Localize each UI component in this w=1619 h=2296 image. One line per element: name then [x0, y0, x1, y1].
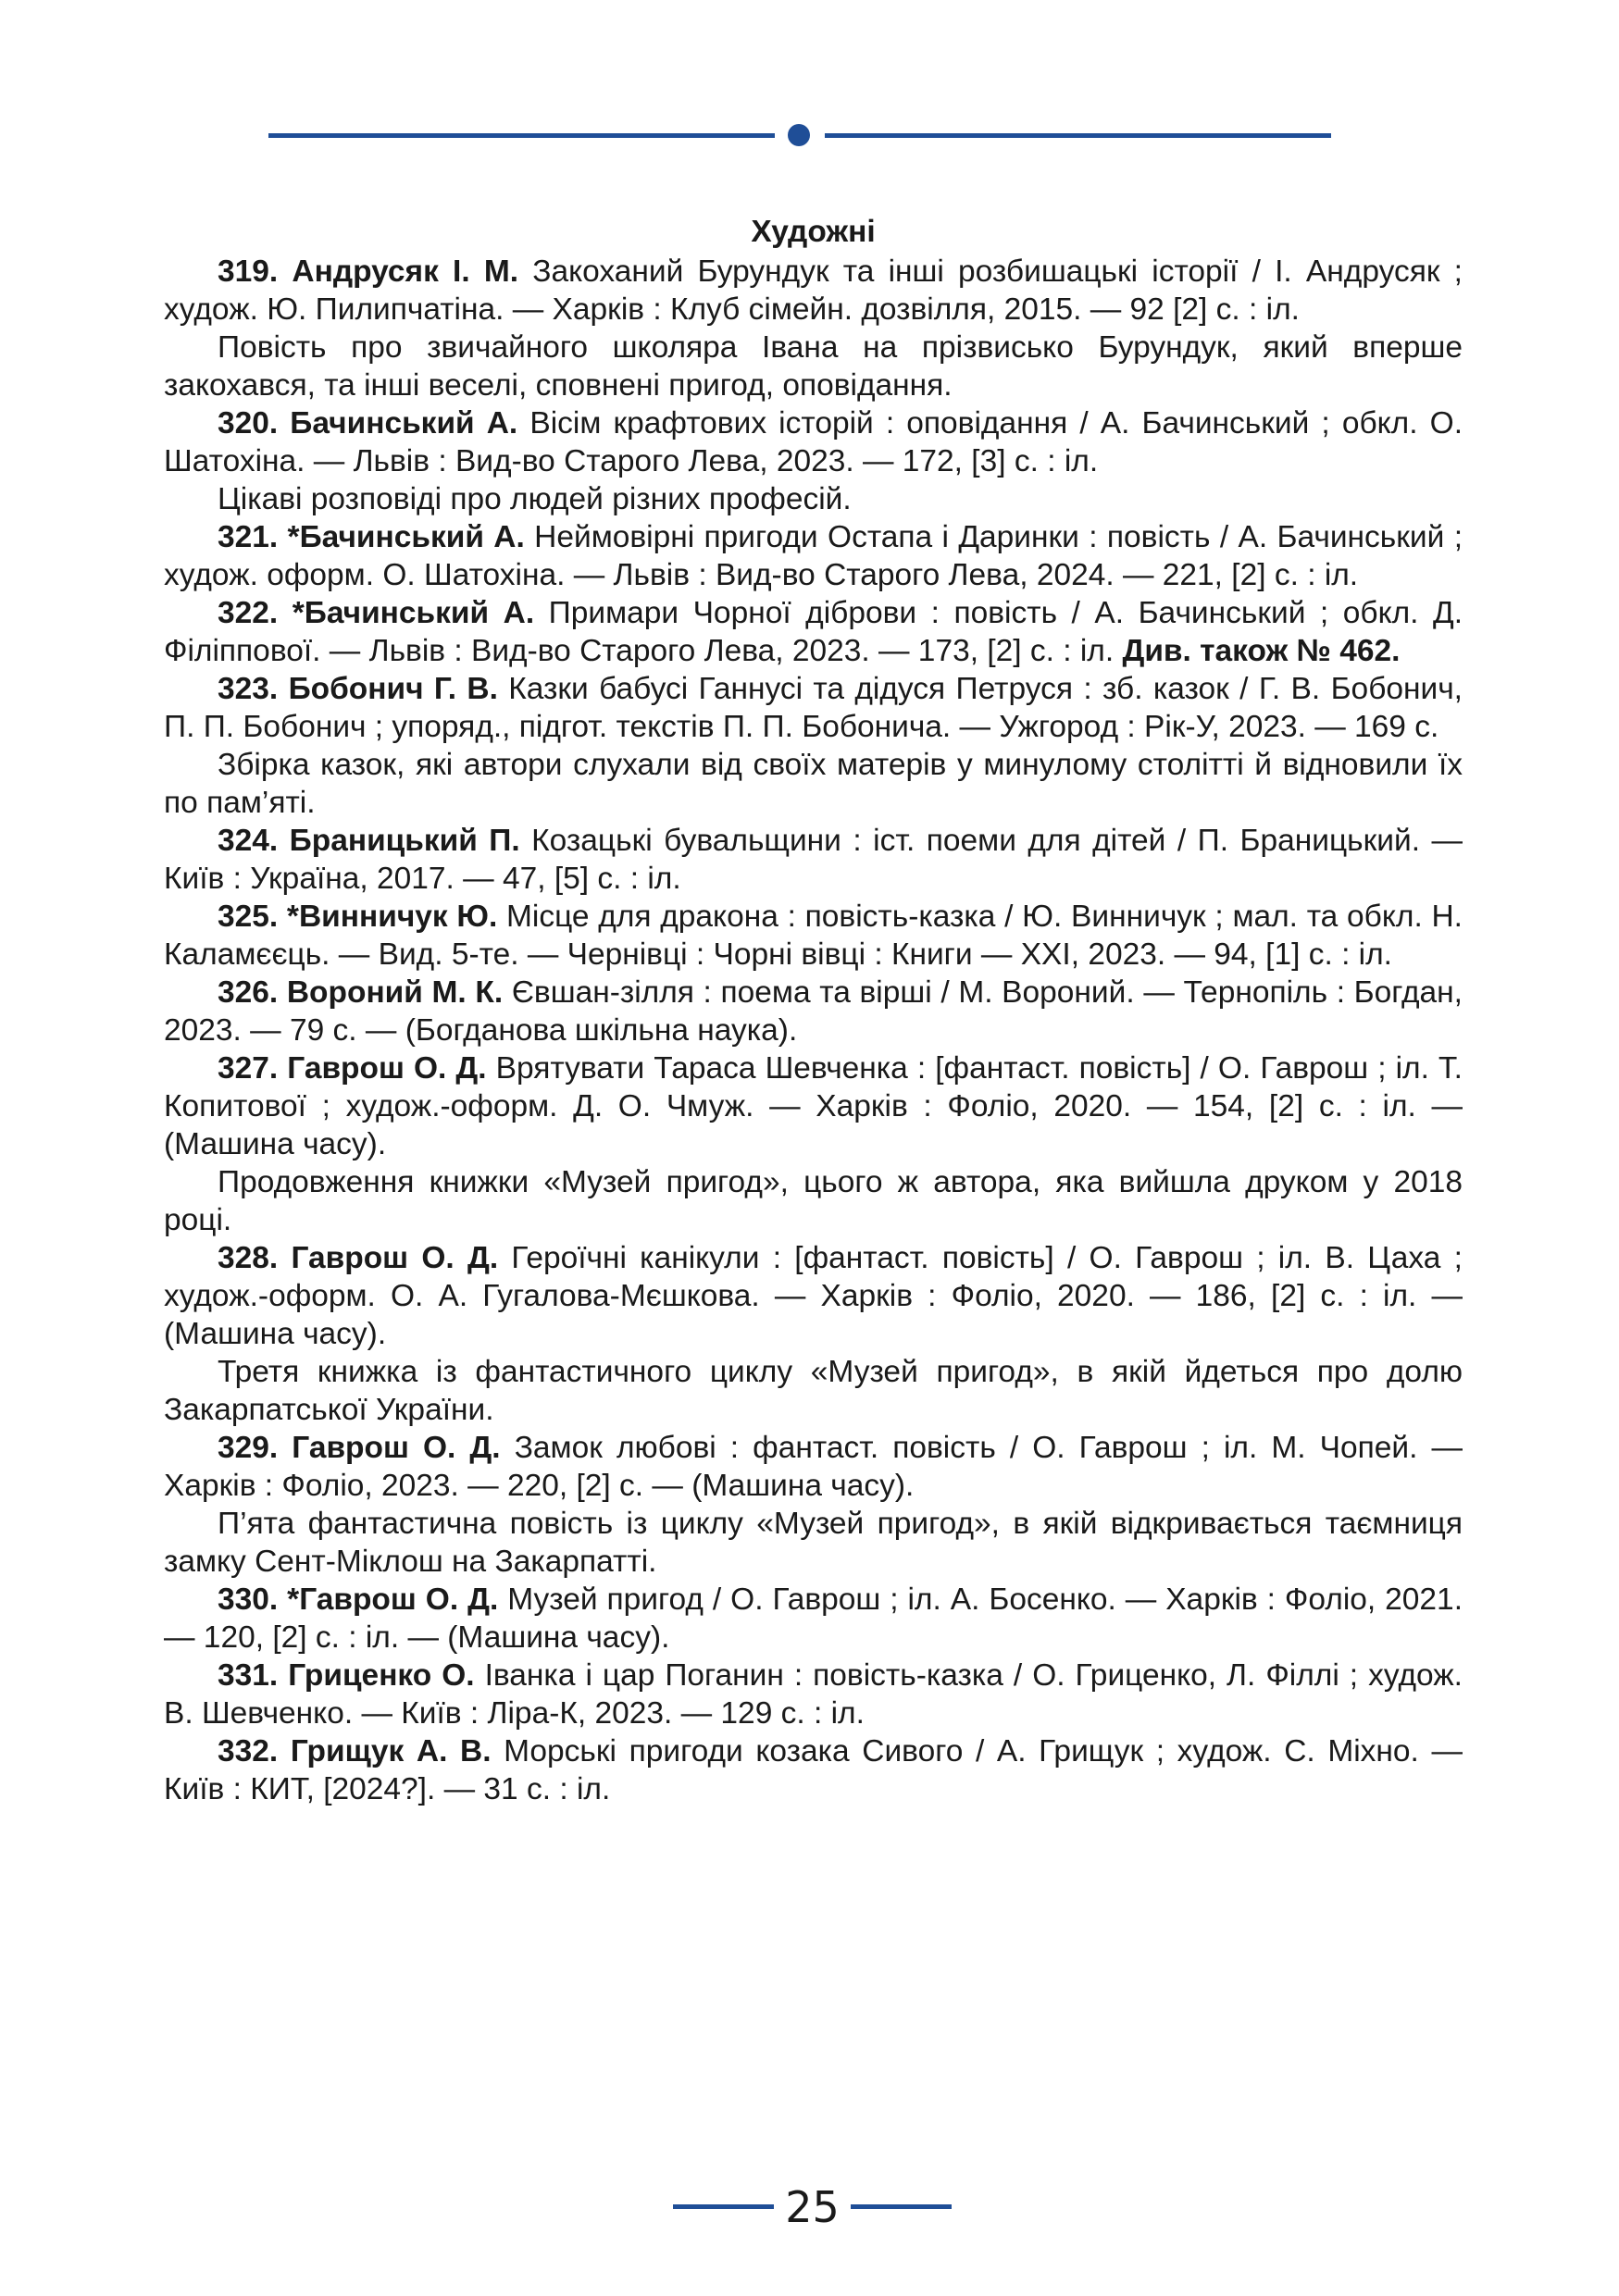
entry-text: Замок любові : фантаст. повість / О. Гаврош ; іл. М. Чопей. — Харків : Фоліо, 2023. — 220, [2] с. — (Машина часу).	[164, 1431, 1463, 1503]
entry-330	[164, 1581, 1463, 1657]
entry-319	[164, 253, 1463, 329]
page-content	[164, 213, 1463, 1808]
entry-author: 328. Гаврош О. Д.	[218, 1241, 499, 1275]
entry-text: Неймовірні пригоди Остапа і Даринки : повість / А. Бачинський ; худож. оформ. О. Шатохіна. — Львів : Вид-во Старого Лева, 2024. — 221, [2] с. : іл.	[164, 520, 1463, 592]
entry-328	[164, 1239, 1463, 1353]
entry-327-annotation: Продовження книжки «Музей пригод», цього ж автора, яка вийшла друком у 2018 році.	[164, 1165, 1463, 1237]
entry-327	[164, 1049, 1463, 1163]
entry-text: Закоханий Бурундук та інші розбишацькі історії / І. Андрусяк ; худож. Ю. Пилипчатіна. — Харків : Клуб сімейн. дозвілля, 2015. — 92 [2] с. : іл.	[164, 254, 1463, 327]
entry-author: 323. Бобонич Г. В.	[218, 672, 498, 706]
entry-author: 327. Гаврош О. Д.	[218, 1051, 487, 1086]
entry-author: 329. Гаврош О. Д.	[218, 1431, 501, 1465]
entry-author: 321. *Бачинський А.	[218, 520, 525, 554]
header-rule-right	[825, 133, 1331, 138]
entry-322	[164, 594, 1463, 670]
entry-331	[164, 1657, 1463, 1732]
entry-text: Євшан-зілля : поема та вірші / М. Вороний. — Тернопіль : Богдан, 2023. — 79 с. — (Богданова шкільна наука).	[164, 975, 1463, 1048]
header-rule-left	[268, 133, 775, 138]
page-number: 25	[785, 2182, 840, 2232]
section-heading: Художні	[751, 215, 876, 249]
entry-author: 320. Бачинський А.	[218, 406, 518, 441]
entry-323	[164, 670, 1463, 746]
entry-author: 331. Гриценко О.	[218, 1658, 475, 1693]
entry-author: 330. *Гаврош О. Д.	[218, 1582, 499, 1617]
entry-332	[164, 1732, 1463, 1808]
entry-326	[164, 974, 1463, 1049]
entry-text: Вісім крафтових історій : оповідання / А. Бачинський ; обкл. О. Шатохіна. — Львів : Вид-во Старого Лева, 2023. — 172, [3] с. : іл.	[164, 406, 1463, 478]
entry-text: Казки бабусі Ганнусі та дідуся Петруся : зб. казок / Г. В. Бобонич, П. П. Бобонич ; упоряд., підгот. текстів П. П. Бобонича. — Ужгород : Рік-У, 2023. — 169 с.	[164, 672, 1463, 744]
entry-text: Морські пригоди козака Сивого / А. Грищук ; худож. С. Міхно. — Київ : КИТ, [2024?]. — 31 с. : іл.	[164, 1734, 1463, 1806]
entry-329	[164, 1429, 1463, 1505]
entry-324	[164, 822, 1463, 898]
see-also-link: Див. також № 462.	[1122, 634, 1401, 668]
entry-text: Місце для дракона : повість-казка / Ю. Винничук ; мал. та обкл. Н. Каламєєць. — Вид. 5-те. — Чернівці : Чорні вівці : Книги — XXI, 2023. — 94, [1] с. : іл.	[164, 900, 1463, 972]
entry-328-annotation: Третя книжка із фантастичного циклу «Музей пригод», в якій йдеться про долю Закарпатської України.	[164, 1355, 1463, 1427]
entry-321	[164, 518, 1463, 594]
entry-320-annotation: Цікаві розповіді про людей різних професій.	[218, 482, 852, 516]
entry-text: Музей пригод / О. Гаврош ; іл. А. Босенко. — Харків : Фоліо, 2021. — 120, [2] с. : іл. — (Машина часу).	[164, 1582, 1463, 1655]
entry-text: Врятувати Тараса Шевченка : [фантаст. повість] / О. Гаврош ; іл. Т. Копитової ; худож.-оформ. Д. О. Чмуж. — Харків : Фоліо, 2020. — 154, [2] с. : іл. — (Машина часу).	[164, 1051, 1463, 1161]
entry-author: 325. *Винничук Ю.	[218, 900, 498, 934]
entry-325	[164, 898, 1463, 974]
entry-320	[164, 404, 1463, 480]
footer-rule-left	[673, 2204, 774, 2209]
entry-text: Козацькі бувальщини : іст. поеми для дітей / П. Браницький. — Київ : Україна, 2017. — 47, [5] с. : іл.	[164, 824, 1463, 896]
entry-text: Іванка і цар Поганин : повість-казка / О. Гриценко, Л. Філлі ; худож. В. Шевченко. — Київ : Ліра-К, 2023. — 129 с. : іл.	[164, 1658, 1463, 1731]
entry-author: 332. Грищук А. В.	[218, 1734, 492, 1769]
entry-329-annotation: П’ята фантастична повість із циклу «Музей пригод», в якій відкривається таємниця замку Сент-Міклош на Закарпатті.	[164, 1507, 1463, 1579]
entry-319-annotation: Повість про звичайного школяра Івана на прізвисько Бурундук, який вперше закохався, та інші веселі, сповнені пригод, оповідання.	[164, 330, 1463, 403]
entry-author: 319. Андрусяк І. М.	[218, 254, 519, 289]
entry-author: 324. Браницький П.	[218, 824, 520, 858]
entry-text: Героїчні канікули : [фантаст. повість] / О. Гаврош ; іл. В. Цаха ; худож.-оформ. О. А. Гугалова-Мєшкова. — Харків : Фоліо, 2020. — 186, [2] с. : іл. — (Машина часу).	[164, 1241, 1463, 1351]
entry-author: 326. Вороний М. К.	[218, 975, 504, 1010]
entry-text: Примари Чорної діброви : повість / А. Бачинський ; обкл. Д. Філіппової. — Львів : Вид-во Старого Лева, 2023. — 173, [2] с. : іл.	[164, 596, 1463, 668]
entry-author: 322. *Бачинський А.	[218, 596, 535, 630]
header-rule-dot	[788, 124, 810, 146]
entry-323-annotation: Збірка казок, які автори слухали від своїх матерів у минулому столітті й відновили їх по пам’яті.	[164, 748, 1463, 820]
footer-rule-right	[851, 2204, 952, 2209]
